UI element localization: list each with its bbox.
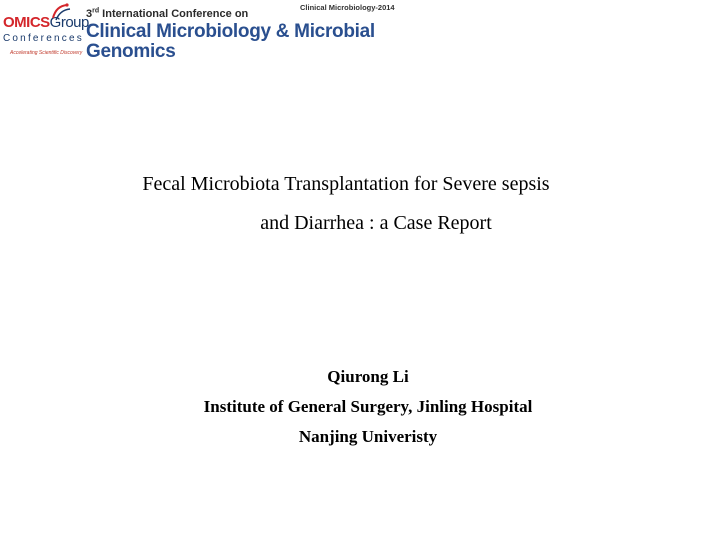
author-institution: Institute of General Surgery, Jinling Hospital	[203, 397, 533, 416]
logo-group-text: Group	[49, 14, 89, 31]
conference-name-part1: Clinical Microbiology	[86, 21, 271, 42]
logo-tagline: Accelerating Scientific Discovery	[10, 50, 83, 56]
slide-title-line2: and Diarrhea : a Case Report	[260, 212, 492, 234]
logo-conferences-text: Conferences	[3, 33, 84, 44]
conference-ordinal-line	[86, 8, 248, 21]
ordinal-rest: International Conference on	[99, 8, 249, 20]
conference-header	[0, 0, 400, 70]
logo-omics-text: OMICS	[3, 14, 50, 31]
conference-name-amp: &	[270, 21, 295, 42]
conference-name-part2: Microbial	[294, 21, 375, 42]
slide-title-line1: Fecal Microbiota Transplantation for Severe sepsis	[142, 173, 550, 195]
omics-group-logo	[3, 15, 89, 30]
logo-swirl-icon	[50, 2, 72, 22]
author-name: Qiurong Li	[327, 367, 409, 386]
ordinal-suffix: rd	[92, 7, 100, 15]
conference-name-line1	[86, 21, 375, 42]
ordinal-number: 3	[86, 8, 93, 20]
conference-name-line2: Genomics	[86, 41, 176, 62]
author-university: Nanjing Univeristy	[298, 427, 438, 446]
conference-short-title: Clinical Microbiology-2014	[300, 3, 395, 12]
